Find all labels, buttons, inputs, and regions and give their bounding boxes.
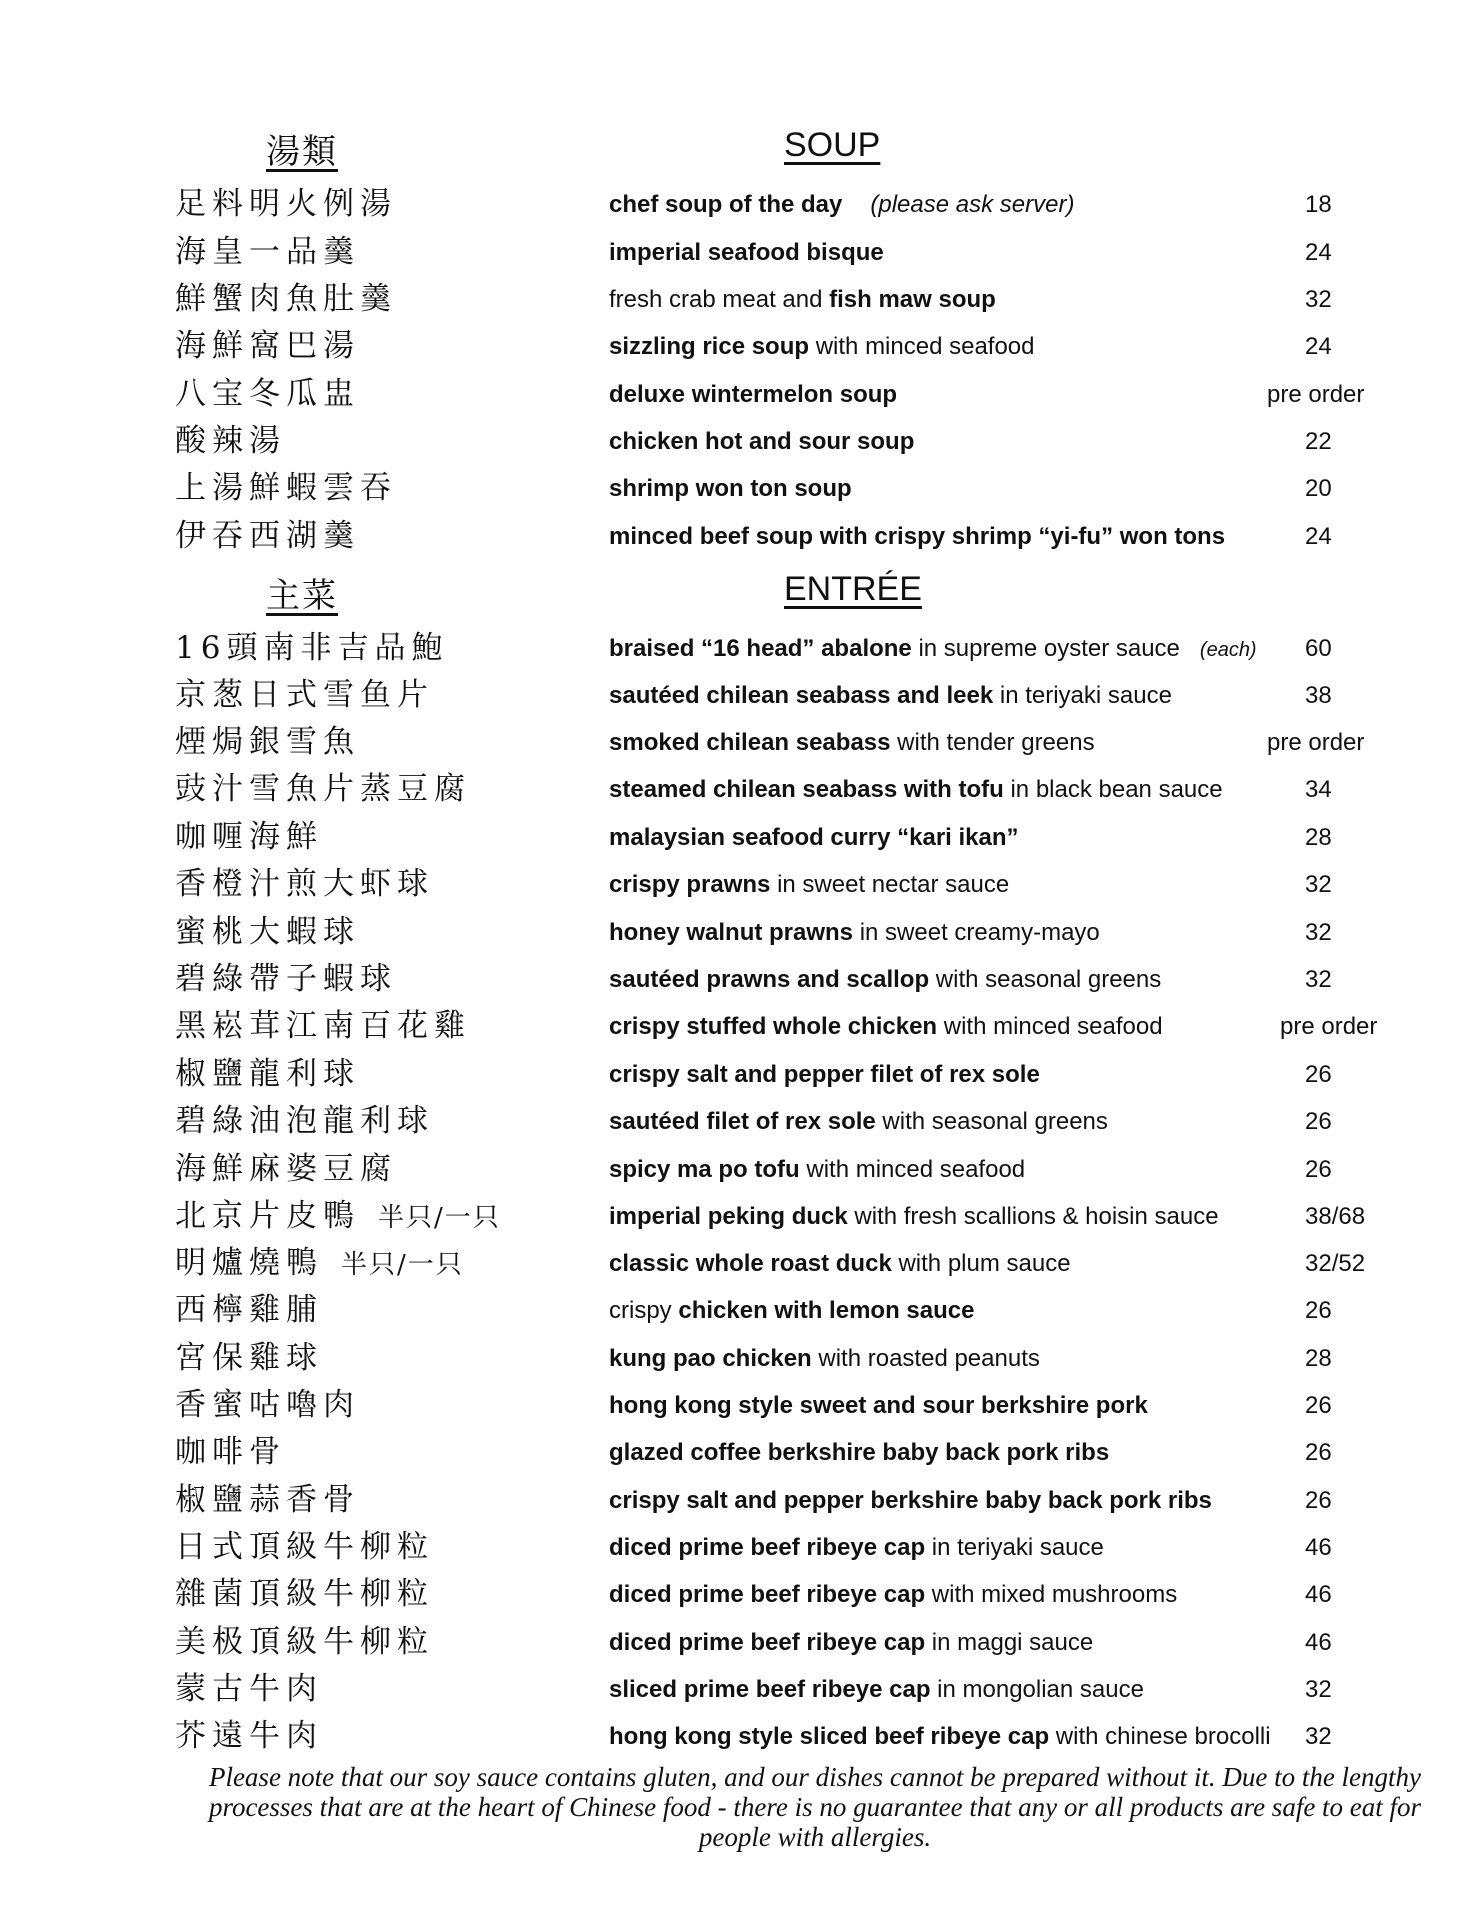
item-name-zh: 日式頂級牛柳粒 (175, 1529, 434, 1565)
menu-item (0, 628, 1484, 675)
menu-item (0, 864, 1484, 911)
item-name-en (609, 1531, 1104, 1565)
item-name-zh: 黑崧茸江南百花雞 (175, 1008, 471, 1044)
item-name-en-bold: crispy salt and pepper berkshire baby back pork ribs (609, 1487, 1212, 1514)
item-name-en-rest: with tender greens (890, 729, 1095, 756)
item-name-en-bold: diced prime beef ribeye cap (609, 1629, 926, 1656)
item-name-en-rest: with minced seafood (799, 1156, 1026, 1183)
item-portion-zh: 半只/一只 (341, 1250, 464, 1280)
item-price: 26 (1305, 1108, 1332, 1135)
item-name-en-bold: malaysian seafood curry “kari ikan” (609, 824, 1019, 851)
menu-item (0, 1385, 1484, 1432)
item-name-en (609, 868, 1009, 902)
item-price: 24 (1305, 333, 1332, 360)
item-name-en-bold: classic whole roast duck (609, 1250, 892, 1277)
item-name-en-bold: shrimp won ton soup (609, 475, 852, 502)
menu-item (0, 279, 1484, 326)
item-name-en (609, 425, 914, 459)
item-price: 26 (1305, 1487, 1332, 1514)
menu-item (0, 1622, 1484, 1669)
item-name-en-bold: braised “16 head” abalone (609, 635, 912, 662)
item-portion-zh: 半只/一只 (378, 1203, 501, 1233)
item-name-zh: 鮮蟹肉魚肚羹 (175, 281, 397, 317)
item-name-en-rest: in sweet nectar sauce (770, 871, 1010, 898)
item-name-zh: 上湯鮮蝦雲吞 (175, 470, 397, 506)
item-name-en-rest: with plum sauce (891, 1250, 1071, 1277)
entree-heading-en: ENTRÉE (784, 570, 922, 608)
item-price: 38/68 (1305, 1203, 1366, 1230)
item-name-en-bold: sautéed filet of rex sole (609, 1108, 876, 1135)
item-price: 34 (1305, 776, 1332, 803)
item-name-en-rest: in supreme oyster sauce (911, 635, 1180, 662)
item-price: 32 (1305, 871, 1332, 898)
item-name-en-rest: with chinese brocolli (1049, 1723, 1271, 1750)
item-name-en-bold: spicy ma po tofu (609, 1156, 800, 1183)
item-name-en-rest: in sweet creamy-mayo (853, 919, 1100, 946)
item-name-en (609, 1673, 1144, 1707)
item-price: 32 (1305, 919, 1332, 946)
item-name-en (609, 916, 1100, 950)
allergy-disclaimer: Please note that our soy sauce contains gluten, and our dishes cannot be prepared without it. Due to the lengthy processes that are at the heart of Chinese food - there is no guarantee that any or all products are safe to eat for people with allergies. (208, 1762, 1422, 1852)
item-name-en (609, 773, 1223, 807)
item-price: pre order (1267, 729, 1365, 756)
item-name-en-rest: with seasonal greens (875, 1108, 1108, 1135)
item-name-zh: 美极頂級牛柳粒 (175, 1624, 434, 1660)
menu-item (0, 817, 1484, 864)
item-price: 32 (1305, 1676, 1332, 1703)
item-price: 26 (1305, 1392, 1332, 1419)
item-price: 18 (1305, 191, 1332, 218)
item-name-en-rest: in black bean sauce (1003, 776, 1223, 803)
item-name-en (609, 1294, 974, 1328)
menu-item (0, 516, 1484, 563)
item-name-en-bold: sautéed prawns and scallop (609, 966, 930, 993)
entree-heading-zh: 主菜 (266, 576, 338, 616)
menu-item (0, 1716, 1484, 1763)
item-price: 46 (1305, 1629, 1332, 1656)
soup-heading-zh: 湯類 (266, 132, 338, 172)
item-price: 24 (1305, 523, 1332, 550)
item-name-zh: 蒙古牛肉 (175, 1671, 323, 1707)
item-name-en-rest: in teriyaki sauce (993, 682, 1172, 709)
menu-item (0, 1006, 1484, 1053)
item-name-en (609, 726, 1095, 760)
item-name-en (609, 1626, 1093, 1660)
item-name-en-rest: in mongolian sauce (930, 1676, 1144, 1703)
item-price: 46 (1305, 1581, 1332, 1608)
item-name-en (609, 520, 1225, 554)
item-name-zh-main: 明爐燒鴨 (175, 1245, 323, 1281)
item-name-en (609, 378, 897, 412)
item-name-zh: 香橙汁煎大虾球 (175, 866, 434, 902)
item-name-zh: 宮保雞球 (175, 1340, 323, 1376)
item-name-en-bold: steamed chilean seabass with tofu (609, 776, 1004, 803)
item-price: pre order (1267, 381, 1365, 408)
item-price: pre order (1280, 1013, 1378, 1040)
item-name-zh: 京葱日式雪鱼片 (175, 677, 434, 713)
item-name-en-bold: sautéed chilean seabass and leek (609, 682, 994, 709)
menu-item (0, 1149, 1484, 1196)
item-price: 20 (1305, 475, 1332, 502)
item-name-en-bold: minced beef soup with crispy shrimp “yi-fu” won tons (609, 523, 1226, 550)
item-name-en (609, 963, 1161, 997)
item-name-en (609, 1484, 1212, 1518)
item-name-en (609, 1010, 1163, 1044)
item-price: 26 (1305, 1156, 1332, 1183)
menu-item (0, 1243, 1484, 1290)
item-name-en (609, 1247, 1071, 1281)
menu-item (0, 1196, 1484, 1243)
menu-item (0, 959, 1484, 1006)
item-price: 26 (1305, 1297, 1332, 1324)
item-name-en (609, 1342, 1040, 1376)
item-price: 38 (1305, 682, 1332, 709)
item-name-en-bold: imperial peking duck (609, 1203, 848, 1230)
item-name-zh: 海皇一品羹 (175, 234, 360, 270)
menu-item (0, 675, 1484, 722)
item-name-en-bold: crispy prawns (609, 871, 771, 898)
menu-item (0, 1432, 1484, 1479)
item-name-en (609, 1105, 1108, 1139)
item-price: 26 (1305, 1439, 1332, 1466)
item-note: (please ask server) (870, 191, 1075, 218)
item-name-en (609, 472, 852, 506)
item-name-zh: 咖喱海鮮 (175, 819, 323, 855)
menu-item (0, 1101, 1484, 1148)
item-name-en-bold: smoked chilean seabass (609, 729, 891, 756)
menu-item (0, 1669, 1484, 1716)
item-name-zh: 海鮮麻婆豆腐 (175, 1151, 397, 1187)
item-name-en (609, 283, 996, 317)
menu-item (0, 1480, 1484, 1527)
item-name-en-bold: chicken hot and sour soup (609, 428, 915, 455)
item-name-en (609, 1720, 1271, 1754)
item-name-zh: 八宝冬瓜盅 (175, 376, 360, 412)
item-name-en-bold: sizzling rice soup (609, 333, 810, 360)
item-name-en (609, 821, 1019, 855)
item-price: 24 (1305, 239, 1332, 266)
item-name-en-bold: sliced prime beef ribeye cap (609, 1676, 931, 1703)
item-name-zh: 伊吞西湖羹 (175, 518, 360, 554)
menu-item (0, 421, 1484, 468)
item-name-zh (175, 1243, 464, 1285)
item-name-en (609, 632, 1257, 667)
item-name-en-rest: with seasonal greens (929, 966, 1162, 993)
item-name-en-bold: fish maw soup (829, 286, 996, 313)
soup-heading-en: SOUP (784, 126, 881, 164)
item-name-en-pre: crispy (609, 1297, 679, 1324)
item-name-en-bold: diced prime beef ribeye cap (609, 1581, 926, 1608)
menu-item (0, 232, 1484, 279)
item-name-en-bold: hong kong style sweet and sour berkshire pork (609, 1392, 1148, 1419)
item-name-zh: 蜜桃大蝦球 (175, 914, 360, 950)
item-name-zh (175, 1196, 501, 1238)
item-name-en (609, 188, 1074, 222)
item-name-en (609, 1153, 1025, 1187)
item-name-en-bold: honey walnut prawns (609, 919, 854, 946)
menu-item (0, 1574, 1484, 1621)
item-name-en-rest: with minced seafood (937, 1013, 1163, 1040)
item-name-en (609, 330, 1035, 364)
item-name-en-rest: with roasted peanuts (811, 1345, 1040, 1372)
item-name-en (609, 236, 884, 270)
item-name-zh: 香蜜咕嚕肉 (175, 1387, 360, 1423)
item-name-en (609, 1058, 1040, 1092)
menu-item (0, 769, 1484, 816)
item-name-en-rest: with fresh scallions & hoisin sauce (847, 1203, 1219, 1230)
item-name-zh: 16頭南非吉品鮑 (175, 630, 449, 666)
item-name-zh-main: 北京片皮鴨 (175, 1198, 360, 1234)
item-name-zh: 椒鹽龍利球 (175, 1056, 360, 1092)
item-name-zh: 煙焗銀雪魚 (175, 724, 360, 760)
item-name-en (609, 1200, 1219, 1234)
item-name-en (609, 1578, 1177, 1612)
menu-item (0, 1527, 1484, 1574)
menu-item (0, 1290, 1484, 1337)
item-name-en (609, 1436, 1109, 1470)
item-price: 32 (1305, 286, 1332, 313)
item-name-en-bold: kung pao chicken (609, 1345, 812, 1372)
item-name-en-bold: chef soup of the day (609, 191, 843, 218)
item-name-en-rest: in maggi sauce (925, 1629, 1094, 1656)
item-name-zh: 芥遠牛肉 (175, 1718, 323, 1754)
item-name-en (609, 1389, 1148, 1423)
item-name-en-rest: with minced seafood (809, 333, 1035, 360)
menu-item (0, 1054, 1484, 1101)
item-price: 28 (1305, 1345, 1332, 1372)
item-name-zh: 酸辣湯 (175, 423, 286, 459)
item-name-zh: 豉汁雪魚片蒸豆腐 (175, 771, 471, 807)
menu-item (0, 326, 1484, 373)
item-name-en-bold: glazed coffee berkshire baby back pork ribs (609, 1439, 1110, 1466)
item-price: 22 (1305, 428, 1332, 455)
item-name-en-bold: deluxe wintermelon soup (609, 381, 898, 408)
item-name-en-bold: chicken with lemon sauce (678, 1297, 975, 1324)
item-name-en-rest: in teriyaki sauce (925, 1534, 1104, 1561)
item-note: (each) (1199, 639, 1257, 661)
item-name-en-bold: diced prime beef ribeye cap (609, 1534, 926, 1561)
menu-item (0, 468, 1484, 515)
item-name-zh: 椒鹽蒜香骨 (175, 1482, 360, 1518)
menu-item (0, 722, 1484, 769)
menu-item (0, 184, 1484, 231)
item-name-zh: 咖啡骨 (175, 1434, 286, 1470)
menu-item (0, 1338, 1484, 1385)
item-name-zh: 碧綠帶子蝦球 (175, 961, 397, 997)
item-name-en-bold: crispy stuffed whole chicken (609, 1013, 938, 1040)
item-price: 32/52 (1305, 1250, 1366, 1277)
item-name-en-pre: fresh crab meat and (609, 286, 830, 313)
item-price: 32 (1305, 966, 1332, 993)
item-name-zh: 雜菌頂級牛柳粒 (175, 1576, 434, 1612)
item-price: 46 (1305, 1534, 1332, 1561)
item-name-zh: 碧綠油泡龍利球 (175, 1103, 434, 1139)
item-price: 32 (1305, 1723, 1332, 1750)
item-name-zh: 海鮮窩巴湯 (175, 328, 360, 364)
item-name-en-bold: imperial seafood bisque (609, 239, 884, 266)
item-price: 60 (1305, 635, 1332, 662)
item-name-en-bold: crispy salt and pepper filet of rex sole (609, 1061, 1040, 1088)
item-name-en-bold: hong kong style sliced beef ribeye cap (609, 1723, 1050, 1750)
menu-item (0, 374, 1484, 421)
item-price: 28 (1305, 824, 1332, 851)
item-name-en (609, 679, 1172, 713)
item-name-zh: 足料明火例湯 (175, 186, 397, 222)
menu-item (0, 912, 1484, 959)
item-name-en-rest: with mixed mushrooms (925, 1581, 1178, 1608)
item-price: 26 (1305, 1061, 1332, 1088)
item-name-zh: 西檸雞脯 (175, 1292, 323, 1328)
